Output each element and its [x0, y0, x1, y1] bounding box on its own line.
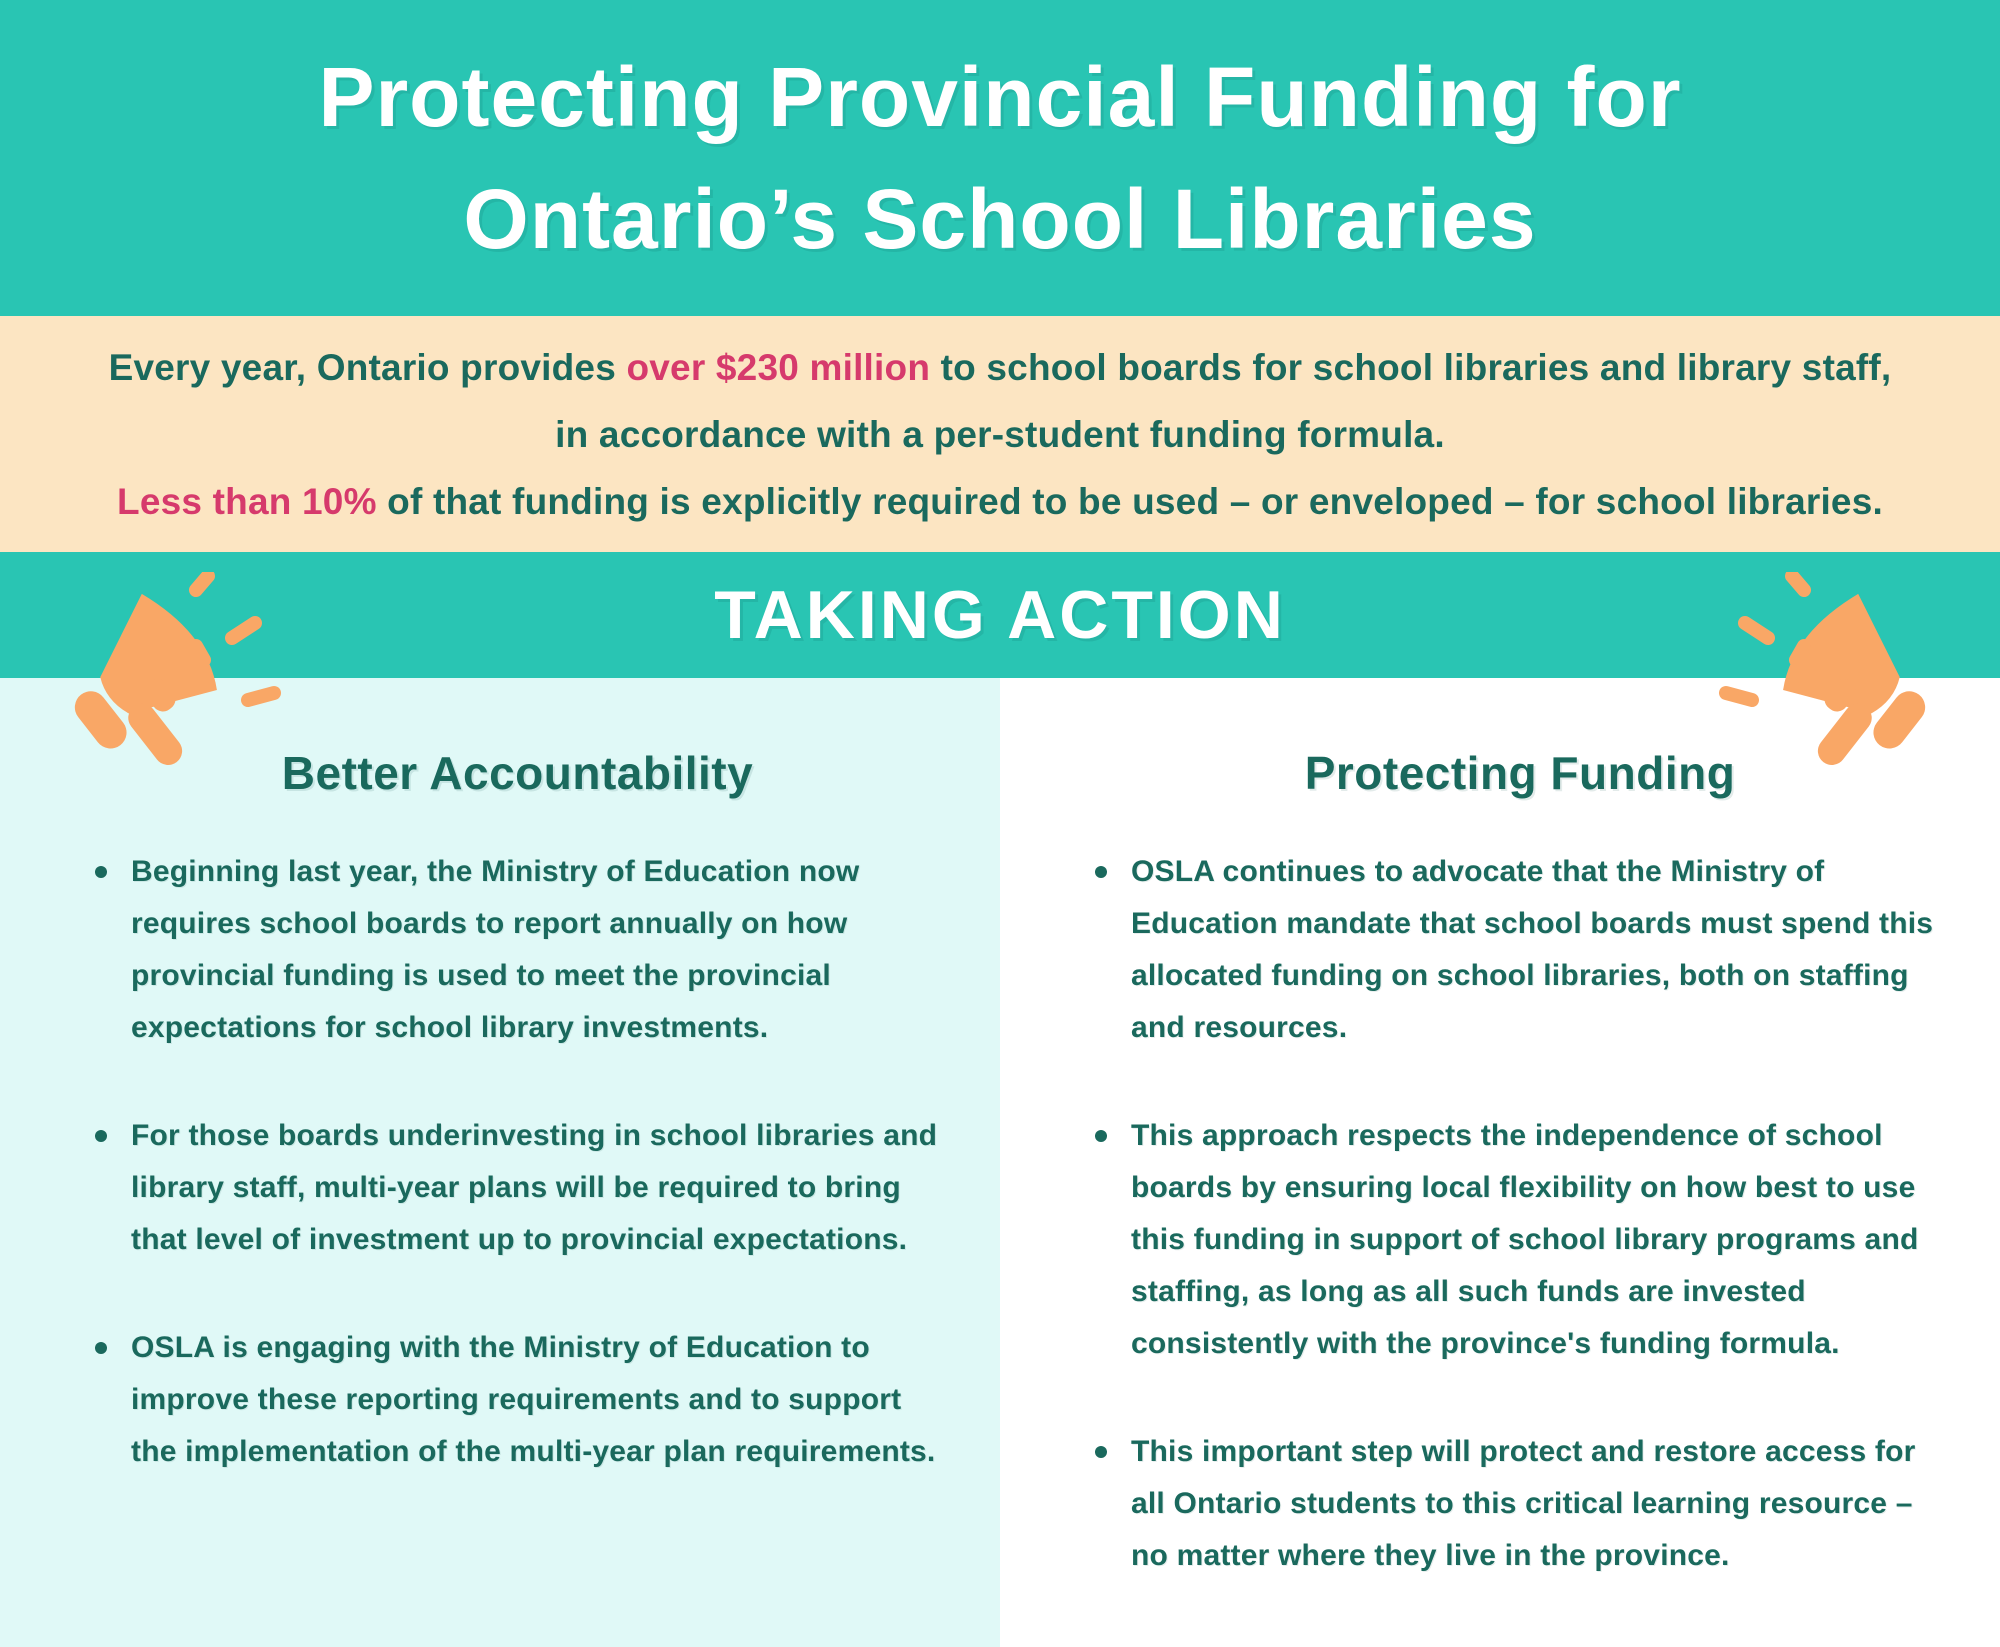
bullet-dot [95, 1342, 107, 1354]
bullet-text: OSLA continues to advocate that the Ministry of Education mandate that school boards must spend this allocated funding on school libraries, both on staffing and resources. [1131, 855, 1934, 1044]
intro-section [0, 316, 2000, 552]
intro-text-3: in accordance with a per-student funding formula. [555, 413, 1445, 455]
bullet-item [95, 1322, 940, 1478]
bullet-item [1095, 1426, 1945, 1582]
bullet-text: This important step will protect and restore access for all Ontario students to this critical learning resource – no matter where they live in the province. [1131, 1435, 1916, 1572]
page-title-line1: Protecting Provincial Funding for [318, 50, 1682, 144]
intro-highlight-amount: over $230 million [626, 346, 931, 388]
bullet-dot [95, 1130, 107, 1142]
intro-paragraph [109, 334, 1892, 535]
megaphone-icon [36, 572, 296, 832]
right-bullet-list [1095, 846, 1945, 1582]
bullet-item [1095, 846, 1945, 1054]
bullet-dot [1095, 1130, 1107, 1142]
bullet-item [1095, 1110, 1945, 1370]
intro-text-2: to school boards for school libraries and library staff, [930, 346, 1892, 388]
bullet-item [95, 846, 940, 1054]
page-title [318, 36, 1681, 280]
left-column-title: Better Accountability [281, 747, 754, 799]
intro-text-1: Every year, Ontario provides [108, 346, 627, 388]
content-columns [0, 678, 2000, 1647]
bullet-dot [1095, 866, 1107, 878]
banner-title: TAKING ACTION [714, 577, 1286, 653]
bullet-dot [1095, 1446, 1107, 1458]
bullet-text: For those boards underinvesting in school libraries and library staff, multi-year plans will be required to bring that level of investment up to provincial expectations. [131, 1119, 938, 1256]
page-title-line2: Ontario’s School Libraries [463, 172, 1537, 266]
megaphone-icon [1704, 572, 1964, 832]
taking-action-banner [0, 552, 2000, 678]
bullet-text: This approach respects the independence of school boards by ensuring local flexibility on how best to use this funding in support of school library programs and staffing, as long as all such funds are invested consistently with the province's funding formula. [1131, 1119, 1919, 1360]
bullet-dot [95, 866, 107, 878]
bullet-text: OSLA is engaging with the Ministry of Education to improve these reporting requirements and to support the implementation of the multi-year plan requirements. [131, 1331, 936, 1468]
intro-text-4: of that funding is explicitly required to be used – or enveloped – for school libraries. [376, 480, 1883, 522]
bullet-item [95, 1110, 940, 1266]
bullet-text: Beginning last year, the Ministry of Education now requires school boards to report annually on how provincial funding is used to meet the provincial expectations for school library investments. [131, 855, 860, 1044]
left-bullet-list [95, 846, 940, 1478]
right-column-title: Protecting Funding [1304, 747, 1736, 799]
header [0, 0, 2000, 316]
intro-highlight-percent: Less than 10% [117, 480, 377, 522]
